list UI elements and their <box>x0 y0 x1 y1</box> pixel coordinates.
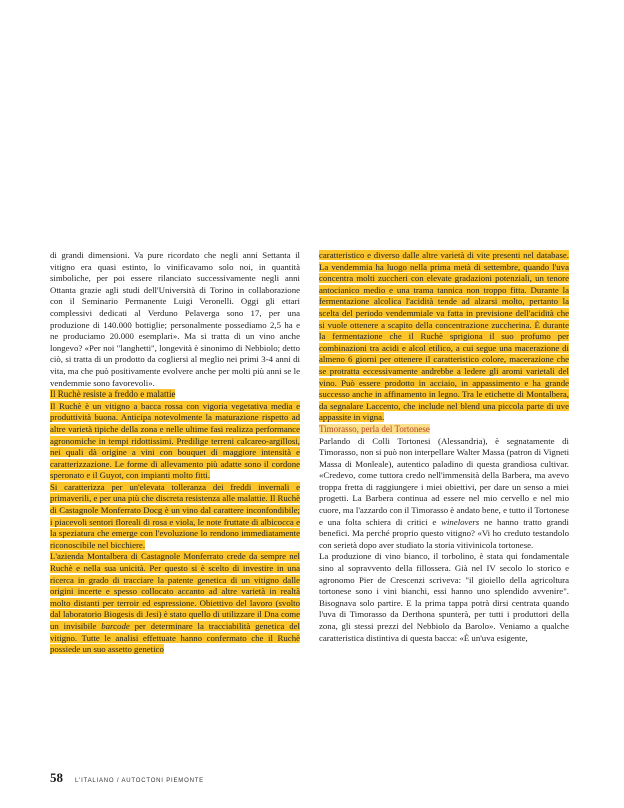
timorasso-text-b: ne hanno tratto grandi benefici. Ma perché proprio questo vitigno? «Vi ho creduto testandolo con serietà dopo aver studiato la storia vitivinicola tortonese. <box>319 516 569 550</box>
paragraph-ruche-tolleranza <box>50 482 300 552</box>
running-head: L'ITALIANO / AUTOCTONI PIEMONTE <box>75 778 204 784</box>
page-number: 58 <box>50 770 63 785</box>
paragraph-vino-bianco: La produzione di vino bianco, il torbolino, è stata qui fondamentale sino al sopravvento della fillossera. Già nel IV secolo lo storico e agronomo Pier de Crescenzi scriveva: "il gioiello della agricoltura tortonese sono i vini bianchi, essi hanno uno splendido avvenire". Bisognava solo partire. E la prima tappa potrà dirsi centrata quando l'uva di Timorasso da Derthona spunterà, per tutti i produttori della zona, gli stessi prezzi del Nebbiolo da Barolo». Veniamo a qualche caratteristica distintiva di questa bacca: «È un'uva esigente, <box>319 551 569 643</box>
paragraph-intro: di grandi dimensioni. Va pure ricordato che negli anni Settanta il vitigno era quasi estinto, lo vinificavamo solo noi, in quantità simboliche, per poi essere rilanciato successivamente negli anni Ottanta grazie agli studi dell'Università di Torino in collaborazione con il Seminario Permanente Luigi Veronelli. Oggi gli ettari complessivi dedicati al Verduno Pelaverga sono 17, per una produzione di 140.000 bottiglie; personalmente possediamo 2,5 ha e ne produciamo 20.000 esemplari». Ma si tratta di un vino anche longevo? «Per noi "langhetti", longevità è sinonimo di Nebbiolo; detto ciò, si tratta di un prodotto da cogliersi al meglio nei primi 3-4 anni di vita, ma che può positivamente evolvere anche per molti più anni se le vendemmie sono favorevoli». <box>50 250 300 388</box>
paragraph-montalbera <box>50 551 300 655</box>
montalbera-text-b: per determinare la tracciabilità genetica del vitigno. Tutte le analisi effettuate hanno confermato che il Ruchè possiede un suo assetto genetico <box>50 621 300 655</box>
heading-ruche-text: Il Ruchè resiste a freddo e malattie <box>50 389 176 400</box>
section-heading-timorasso <box>319 424 569 436</box>
winelovers-italic: winelovers <box>441 516 480 527</box>
barcode-italic: barcode <box>101 621 130 631</box>
left-column <box>50 250 300 656</box>
montalbera-text-a: L'azienda Montalbera di Castagnole Monferrato crede da sempre nel Ruchè e nella sua unicità. Per questo si è scelto di investire in una ricerca in grado di tracciare la patente genetica di un vitigno dalle origini incerte e spesso collocato accanto ad altre varietà in realtà molto distanti per terroir ed espressione. Obiettivo del lavoro (svolto dal laboratorio Biogesis di Jesi) è stato quello di utilizzare il Dna come un invisibile <box>50 551 300 631</box>
paragraph-vendemmia <box>319 250 569 424</box>
highlighted-text: Il Ruchè è un vitigno a bacca rossa con vigoria vegetativa media e produttività buona. Anticipa notevolmente la maturazione rispetto ad altre varietà tipiche della zona e nelle ultime fasi realizza performance agronomiche in tempi ridottissimi. Predilige terreni calcareo-argillosi, nei quali dà origine a vini con bouquet di maggiore intensità e caratterizzazione. Le forme di allevamento più adatte sono il cordone speronato e il Guyot, con impianti molto fitti. <box>50 400 300 481</box>
highlighted-text: Si caratterizza per un'elevata tolleranza dei freddi invernali e primaverili, e per una più che discreta resistenza alle malattie. Il Ruchè di Castagnole Monferrato Docg è un vino dal carattere inconfondibile; i piacevoli sentori floreali di rosa e viola, le note fruttate di albicocca e la speziatura che emerge con l'evoluzione lo rendono immediatamente riconoscibile nel bicchiere. <box>50 481 300 550</box>
highlighted-text <box>50 551 300 654</box>
heading-timorasso-text: Timorasso, perla del Tortonese <box>319 423 430 434</box>
paragraph-timorasso <box>319 436 569 552</box>
right-column <box>319 250 569 644</box>
paragraph-ruche-vitigno <box>50 401 300 482</box>
section-heading-ruche <box>50 389 300 401</box>
page-footer <box>50 770 450 786</box>
highlighted-text: caratteristico e diverso dalle altre varietà di vite presenti nel database. La vendemmia ha luogo nella prima metà di settembre, quando l'uva concentra molti zuccheri con elevate gradazioni potenziali, un tenore antocianico medio e una trama tannica non troppo fitta. Durante la fermentazione alcolica l'acidità tende ad alzarsi molto, pertanto la scelta del periodo vendemmiale va fatta in previsione dell'acidità che si vuole ottenere a scapito della concentrazione zuccherina. È durante la fermentazione che il Ruchè sprigiona il suo profumo per combinazioni tra acidi e alcol etilico, a cui segue una macerazione di almeno 6 giorni per ottenere il caratteristico colore, macerazione che se protratta eccessivamente andrebbe a ledere gli aromi varietali del vino. Può essere prodotto in acciaio, in appassimento e ha grande successo anche in affinamento in legno. Tra le etichette di Montalbera, da segnalare Laccento, che include nel blend una piccola parte di uve appassite in vigna. <box>319 250 569 423</box>
timorasso-text-a: Parlando di Colli Tortonesi (Alessandria), è segnatamente di Timorasso, non si può non interpellare Walter Massa (patron di Vigneti Massa di Monleale), autentico paladino di questa grandiosa cultivar. «Credevo, come tuttora credo nell'immensità della Barbera, ma avevo troppa fretta di raggiungere i miei obiettivi, per dare un senso a miei progetti. La Barbera continua ad essere nel mio cervello e nel mio cuore, ma l'azzardo con il Timorasso è andato bene, e tutto il Tortonese e una folta schiera di critici e <box>319 435 570 527</box>
